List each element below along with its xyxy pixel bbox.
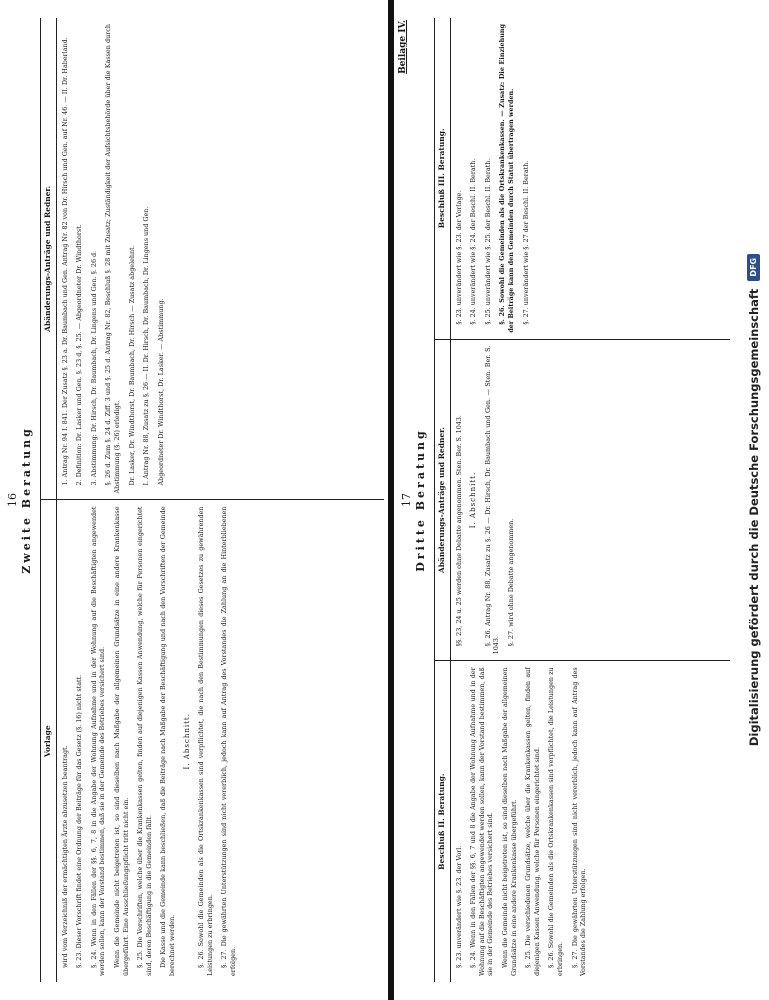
paragraph: §. 26. Sowohl die Gemeinden als die Ortskrankenkassen sind verpflichtet, die nach den Bestimmungen dieses Gesetzes zu gewährenden Leistungen zu erbringen.	[197, 506, 214, 976]
paragraph: Wenn die Gemeinde nicht beigetreten ist, so sind dieselben nach Maßgabe der allgemeinen Grundsätze in eine andere Krankenkasse übergeführt. Eine Ausschließungspflicht tritt nicht ein.	[112, 506, 130, 976]
paragraph: §. 25. Die verschiedenen Grundsätze, welche über die Krankenkassen gelten, finden auf diejenigen Kassen Anwendung, welche für Personen eingerichtet sind.	[524, 667, 541, 976]
page-number-left: 16	[6, 493, 19, 507]
left-col1-header: Vorlage	[41, 501, 57, 983]
paragraph: §. 23. unverändert wie §. 23. der Vorl.	[454, 845, 463, 968]
paragraph: Dr. Lasker, Dr. Windthorst, Dr. Baumbach, Dr. Hirsch — Zusatz abgelehnt.	[127, 245, 136, 486]
paragraph: Wenn die Gemeinde nicht beigetreten ist, so sind dieselben nach Maßgabe der allgemeinen Grundsätze in eine andere Krankenkasse übergeführt.	[500, 667, 518, 976]
paragraph: Die Kasse und die Gemeinde kann beschließen, daß die Beiträge nach Maßgabe der Beschäftigung und nach den Vorschriften der Gemeinde berechnet werden.	[159, 506, 176, 976]
paragraph: §. 24. Wenn in den Fällen der §§. 6, 7 und 8 die Angabe der Wohnung Aufnahme und in der Wohnung auf die Beschäftigten angewendet werden sollen, kann der Vorstand bestimmen, daß sie in der Gemeinde des Betriebes versichert sind.	[469, 667, 495, 976]
paragraph: 3. Abstimmung: Dr. Hirsch, Dr. Baumbach, Dr. Lingens und Gen. §. 26 d.	[89, 250, 98, 486]
paragraph: §. 26. Antrag Nr. 88, Zusatz zu §. 26 — Dr. Hirsch, Dr. Baumbach und Gen. — Sten. Ber. S. 1043.	[483, 345, 501, 655]
left-page-title: Zweite Beratung	[20, 426, 33, 574]
paragraph: I. Antrag Nr. 88, Zusatz zu §. 26 — II. Dr. Hirsch, Dr. Baumbach, Dr. Lingens und Gen.	[142, 206, 151, 486]
paragraph: §. 24. Wenn in den Fällen der §§. 6, 7, 8 in die Angabe der Wohnung Aufnahme und in der Wohnung auf die Beschäftigten angewendet werden sollen, kann der Vorstand bestimmen, daß sie in der Gemeinde des Betriebes versichert sind.	[89, 506, 107, 976]
paragraph: §. 27. wird ohne Debatte angenommen.	[506, 518, 515, 647]
paragraph: 1. Antrag Nr. 94 I. 841. Der Zusatz §. 23 a. Dr. Baumbach und Gen. Antrag Nr. 82 von Dr. Hirsch und Gen. auf Nr. 46. — II. Dr. Haberland.	[60, 37, 69, 486]
paragraph: §. 25. Die Vorschriften, welche über die Krankenkassen gelten, finden auf diejenigen Kassen Anwendung, welche für Personen eingerichtet sind, deren Beschäftigung in die Gemeinden fällt.	[136, 506, 153, 976]
section-title: I. Abschnitt.	[182, 713, 191, 770]
right-col1-header: Beschluß II. Beratung.	[435, 661, 451, 982]
right-col3-header: Beschluß III. Beratung.	[435, 18, 451, 339]
page-number-right: 17	[400, 493, 413, 507]
right-col-antraege	[435, 340, 730, 662]
paragraph: §. 23. Dieser Vorschrift findet eine Ordnung der Beiträge für das Gesetz (§. 16) nicht statt.	[75, 674, 84, 968]
paragraph: 2. Definition: Dr. Lasker und Gen. §. 23 d, §. 25. — Abgeordneter Dr. Windthorst.	[75, 224, 84, 486]
dfg-logo: DFG	[747, 254, 760, 281]
paragraph: Abgeordneter Dr. Windthorst, Dr. Lasker. — Abstimmung.	[156, 298, 165, 486]
right-col2-header: Abänderungs-Anträge und Redner.	[435, 340, 451, 661]
paragraph: §. 25. unverändert wie §. 25. der Beschl. II. Berath.	[483, 158, 492, 325]
right-page-title: Dritte Beratung	[414, 428, 427, 572]
paragraph: §. 27. Die gewährten Unterstützungen sind nicht vererblich, jedoch kann auf Antrag des Vorstandes die Zahlung an die Hinterbliebenen erfolgen.	[220, 506, 237, 976]
paragraph: §. 24. unverändert wie §. 24. der Beschl. II. Berath.	[469, 158, 478, 325]
paragraph: §. 26 d. Zum §. 24 d. Ziff. 3 und §. 25 d. Antrag Nr. 82, Beschluß §. 28 mit Zusatz; Zuständigkeit der Aufsichtsbehörde über die Kassen durch Abstimmung (§. 26) erledigt.	[104, 24, 121, 494]
paragraph: §. 26. Sowohl die Gemeinden als die Ortskrankenkassen. — Zusatz: Die Einziehung der Beiträge kann den Gemeinden durch Statut übertragen werden.	[498, 23, 515, 333]
beilage-label: Beilage IV.	[398, 20, 408, 74]
paragraph: §. 27. unverändert wie §. 27 der Beschl. II. Berath.	[521, 160, 530, 325]
left-col2-header: Abänderungs-Anträge und Redner.	[41, 18, 57, 500]
paragraph: §. 26. Sowohl die Gemeinden als die Ortskrankenkassen sind verpflichtet, die Leistungen zu erbringen.	[547, 667, 564, 976]
right-col-beschluss-2	[435, 661, 730, 982]
left-col-antraege	[41, 18, 384, 501]
right-col-beschluss-3	[435, 18, 730, 340]
dfg-credit-text: Digitalisierung gefördert durch die Deutsche Forschungsgemeinschaft	[746, 288, 761, 747]
section-title: I. Abschnitt.	[469, 471, 478, 529]
left-col-vorlage	[41, 501, 384, 983]
paragraph: §. 23. unverändert wie §. 23. der Vorlage.	[454, 190, 463, 325]
paragraph: §. 27. Die gewährten Unterstützungen sind nicht vererblich, jedoch kann auf Antrag des Vorstandes die Zahlung erfolgen.	[570, 667, 588, 976]
paragraph: wird vom Verzeichniß der ermächtigten Ärzte abzusetzen beantragt.	[60, 745, 69, 968]
dfg-footer	[738, 0, 769, 1000]
right-page	[394, 0, 734, 1000]
paragraph: §§. 23, 24 u. 25 werden ohne Debatte angenommen. Sten. Ber. S. 1043.	[454, 415, 463, 647]
